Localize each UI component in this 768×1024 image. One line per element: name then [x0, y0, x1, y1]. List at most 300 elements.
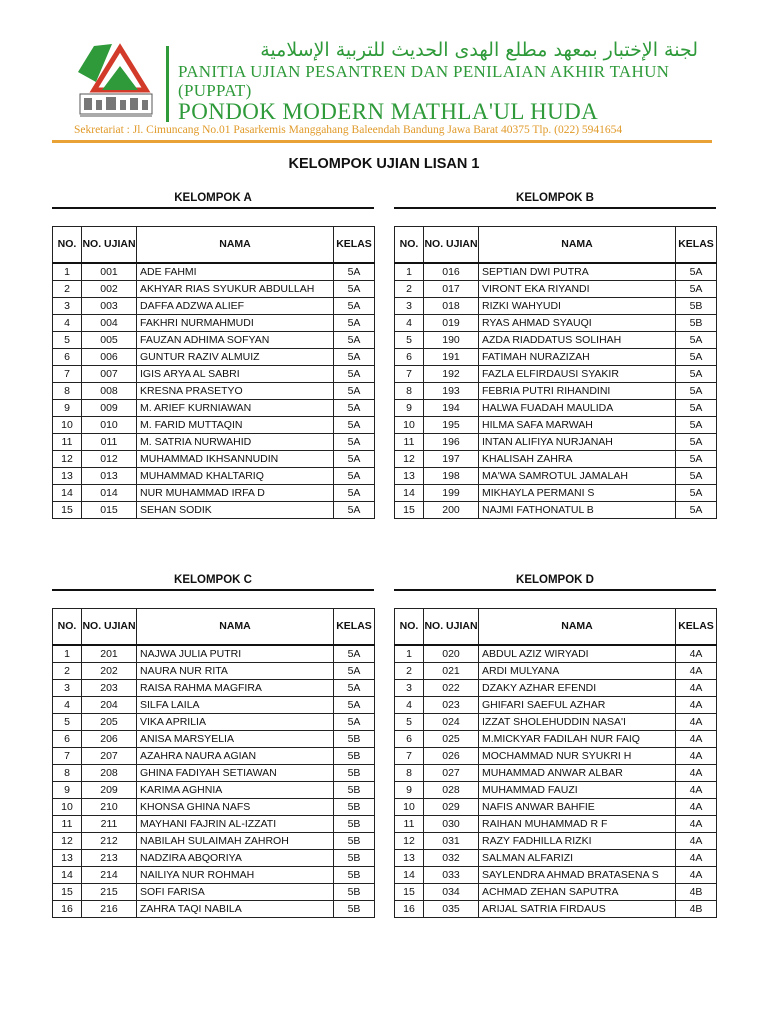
group-rule [394, 207, 716, 209]
cell-kelas: 5B [334, 884, 375, 901]
cell-kelas: 5A [334, 332, 375, 349]
cell-no-ujian: 024 [424, 714, 479, 731]
table-row [395, 901, 717, 918]
institution-logo-icon [72, 42, 160, 120]
table-row [395, 748, 717, 765]
cell-kelas: 5A [334, 315, 375, 332]
cell-nama: SEPTIAN DWI PUTRA [479, 263, 676, 281]
cell-kelas: 5B [676, 298, 717, 315]
col-header-nama: NAMA [479, 609, 676, 646]
table-row [395, 434, 717, 451]
table-row [395, 816, 717, 833]
cell-nama: FAZLA ELFIRDAUSI SYAKIR [479, 366, 676, 383]
cell-no: 11 [395, 434, 424, 451]
cell-no-ujian: 215 [82, 884, 137, 901]
cell-no-ujian: 004 [82, 315, 137, 332]
cell-no: 10 [53, 417, 82, 434]
cell-kelas: 4A [676, 663, 717, 680]
cell-no: 4 [53, 697, 82, 714]
cell-nama: ANISA MARSYELIA [137, 731, 334, 748]
cell-kelas: 5A [334, 434, 375, 451]
table-row [395, 298, 717, 315]
table-row [53, 400, 375, 417]
cell-kelas: 5B [334, 867, 375, 884]
cell-no-ujian: 007 [82, 366, 137, 383]
col-header-kelas: KELAS [334, 227, 375, 264]
cell-no: 8 [53, 383, 82, 400]
cell-no-ujian: 009 [82, 400, 137, 417]
cell-nama: SAYLENDRA AHMAD BRATASENA S [479, 867, 676, 884]
table-row [395, 731, 717, 748]
group-rule [52, 207, 374, 209]
group-rule [394, 589, 716, 591]
cell-no-ujian: 012 [82, 451, 137, 468]
cell-kelas: 5B [334, 833, 375, 850]
col-header-no-ujian: NO. UJIAN [424, 227, 479, 264]
cell-kelas: 4A [676, 799, 717, 816]
cell-no-ujian: 006 [82, 349, 137, 366]
cell-no-ujian: 003 [82, 298, 137, 315]
cell-kelas: 4A [676, 731, 717, 748]
cell-kelas: 4A [676, 867, 717, 884]
cell-no: 6 [395, 731, 424, 748]
cell-no: 12 [53, 833, 82, 850]
cell-nama: VIRONT EKA RIYANDI [479, 281, 676, 298]
cell-no-ujian: 034 [424, 884, 479, 901]
cell-nama: MIKHAYLA PERMANI S [479, 485, 676, 502]
cell-no: 1 [53, 263, 82, 281]
cell-kelas: 5A [334, 281, 375, 298]
cell-no-ujian: 017 [424, 281, 479, 298]
cell-nama: RYAS AHMAD SYAUQI [479, 315, 676, 332]
table-row [395, 263, 717, 281]
col-header-no: NO. [53, 227, 82, 264]
cell-no: 9 [395, 400, 424, 417]
table-row [395, 714, 717, 731]
cell-no-ujian: 214 [82, 867, 137, 884]
cell-no-ujian: 194 [424, 400, 479, 417]
cell-no-ujian: 199 [424, 485, 479, 502]
col-header-no-ujian: NO. UJIAN [82, 609, 137, 646]
roster-table [394, 226, 717, 519]
cell-no-ujian: 020 [424, 645, 479, 663]
cell-nama: MA'WA SAMROTUL JAMALAH [479, 468, 676, 485]
cell-no: 7 [395, 366, 424, 383]
cell-kelas: 5A [676, 417, 717, 434]
cell-kelas: 5A [334, 383, 375, 400]
cell-no-ujian: 018 [424, 298, 479, 315]
col-header-kelas: KELAS [676, 609, 717, 646]
cell-kelas: 5A [676, 502, 717, 519]
cell-no-ujian: 211 [82, 816, 137, 833]
cell-nama: FEBRIA PUTRI RIHANDINI [479, 383, 676, 400]
group-c [52, 571, 374, 918]
table-row [53, 645, 375, 663]
table-row [53, 349, 375, 366]
col-header-no: NO. [395, 609, 424, 646]
cell-no-ujian: 193 [424, 383, 479, 400]
col-header-no-ujian: NO. UJIAN [424, 609, 479, 646]
col-header-kelas: KELAS [334, 609, 375, 646]
cell-no: 14 [395, 867, 424, 884]
group-title: KELOMPOK A [174, 192, 252, 204]
cell-no: 13 [395, 850, 424, 867]
cell-nama: SEHAN SODIK [137, 502, 334, 519]
cell-kelas: 4B [676, 901, 717, 918]
cell-no-ujian: 203 [82, 680, 137, 697]
cell-no: 11 [53, 816, 82, 833]
cell-nama: ADE FAHMI [137, 263, 334, 281]
col-header-no: NO. [395, 227, 424, 264]
cell-no-ujian: 011 [82, 434, 137, 451]
page-title: KELOMPOK UJIAN LISAN 1 [288, 156, 480, 172]
col-header-nama: NAMA [479, 227, 676, 264]
table-row [53, 263, 375, 281]
group-title: KELOMPOK D [516, 574, 594, 586]
cell-no: 9 [53, 782, 82, 799]
cell-kelas: 5A [676, 349, 717, 366]
group-b [394, 189, 716, 519]
group-rule [52, 589, 374, 591]
cell-no: 15 [53, 884, 82, 901]
table-row [53, 748, 375, 765]
cell-no-ujian: 002 [82, 281, 137, 298]
cell-no: 3 [53, 680, 82, 697]
cell-kelas: 5B [334, 731, 375, 748]
cell-no-ujian: 192 [424, 366, 479, 383]
table-row [53, 816, 375, 833]
cell-kelas: 5A [676, 332, 717, 349]
table-row [395, 366, 717, 383]
cell-no: 14 [53, 867, 82, 884]
cell-nama: NUR MUHAMMAD IRFA D [137, 485, 334, 502]
cell-kelas: 5B [334, 816, 375, 833]
cell-kelas: 5A [334, 400, 375, 417]
cell-kelas: 4A [676, 765, 717, 782]
cell-kelas: 5A [334, 366, 375, 383]
table-row [53, 833, 375, 850]
cell-no-ujian: 212 [82, 833, 137, 850]
cell-no-ujian: 204 [82, 697, 137, 714]
cell-no-ujian: 195 [424, 417, 479, 434]
cell-no-ujian: 010 [82, 417, 137, 434]
cell-nama: HILMA SAFA MARWAH [479, 417, 676, 434]
cell-no-ujian: 200 [424, 502, 479, 519]
cell-kelas: 5A [676, 468, 717, 485]
table-row [53, 714, 375, 731]
table-row [395, 417, 717, 434]
table-row [395, 400, 717, 417]
table-row [395, 485, 717, 502]
cell-kelas: 5A [676, 263, 717, 281]
table-row [395, 765, 717, 782]
cell-no-ujian: 029 [424, 799, 479, 816]
cell-no: 15 [395, 502, 424, 519]
roster-table [394, 608, 717, 918]
cell-no: 5 [53, 332, 82, 349]
table-row [395, 468, 717, 485]
cell-kelas: 5B [676, 315, 717, 332]
header-row [395, 609, 717, 646]
cell-no: 13 [53, 850, 82, 867]
cell-kelas: 4A [676, 833, 717, 850]
cell-nama: NAILIYA NUR ROHMAH [137, 867, 334, 884]
cell-nama: AZDA RIADDATUS SOLIHAH [479, 332, 676, 349]
cell-kelas: 5A [334, 263, 375, 281]
col-header-no: NO. [53, 609, 82, 646]
table-row [395, 349, 717, 366]
cell-kelas: 5A [334, 298, 375, 315]
group-title: KELOMPOK C [174, 574, 252, 586]
cell-kelas: 5B [334, 850, 375, 867]
table-row [395, 383, 717, 400]
col-header-no-ujian: NO. UJIAN [82, 227, 137, 264]
cell-no-ujian: 207 [82, 748, 137, 765]
table-row [53, 434, 375, 451]
cell-kelas: 4A [676, 782, 717, 799]
cell-nama: NAFIS ANWAR BAHFIE [479, 799, 676, 816]
table-row [53, 799, 375, 816]
school-name: PONDOK MODERN MATHLA'UL HUDA [178, 99, 599, 124]
table-row [53, 468, 375, 485]
cell-no-ujian: 022 [424, 680, 479, 697]
table-row [395, 680, 717, 697]
cell-no-ujian: 206 [82, 731, 137, 748]
cell-nama: M. SATRIA NURWAHID [137, 434, 334, 451]
cell-no: 9 [53, 400, 82, 417]
cell-no: 8 [395, 383, 424, 400]
table-row [53, 281, 375, 298]
cell-nama: NAURA NUR RITA [137, 663, 334, 680]
cell-kelas: 5B [334, 901, 375, 918]
cell-no: 7 [53, 748, 82, 765]
cell-no-ujian: 213 [82, 850, 137, 867]
cell-no-ujian: 027 [424, 765, 479, 782]
cell-nama: ARIJAL SATRIA FIRDAUS [479, 901, 676, 918]
table-row [395, 697, 717, 714]
table-row [53, 782, 375, 799]
cell-no-ujian: 014 [82, 485, 137, 502]
table-row [395, 332, 717, 349]
cell-nama: DZAKY AZHAR EFENDI [479, 680, 676, 697]
cell-nama: M.MICKYAR FADILAH NUR FAIQ [479, 731, 676, 748]
cell-no: 4 [53, 315, 82, 332]
table-row [53, 680, 375, 697]
cell-nama: MUHAMMAD KHALTARIQ [137, 468, 334, 485]
cell-no: 10 [395, 799, 424, 816]
cell-nama: KHALISAH ZAHRA [479, 451, 676, 468]
cell-kelas: 4A [676, 645, 717, 663]
roster-table [52, 608, 375, 918]
cell-no: 1 [395, 263, 424, 281]
cell-no-ujian: 202 [82, 663, 137, 680]
table-row [53, 697, 375, 714]
cell-nama: ACHMAD ZEHAN SAPUTRA [479, 884, 676, 901]
committee-acronym: (PUPPAT) [178, 81, 252, 100]
cell-no: 9 [395, 782, 424, 799]
arabic-committee-name: لجنة الإختبار بمعهد مطلع الهدى الحديث للتربية الإسلامية [260, 39, 698, 61]
cell-no: 4 [395, 697, 424, 714]
group-d [394, 571, 716, 918]
cell-nama: HALWA FUADAH MAULIDA [479, 400, 676, 417]
cell-nama: IGIS ARYA AL SABRI [137, 366, 334, 383]
table-row [53, 451, 375, 468]
cell-kelas: 5A [334, 502, 375, 519]
cell-no: 10 [53, 799, 82, 816]
cell-no: 16 [395, 901, 424, 918]
cell-no: 13 [53, 468, 82, 485]
col-header-nama: NAMA [137, 227, 334, 264]
cell-nama: GHINA FADIYAH SETIAWAN [137, 765, 334, 782]
cell-kelas: 5A [334, 485, 375, 502]
cell-no: 8 [395, 765, 424, 782]
cell-kelas: 5B [334, 782, 375, 799]
table-row [53, 867, 375, 884]
cell-no-ujian: 201 [82, 645, 137, 663]
cell-nama: ABDUL AZIZ WIRYADI [479, 645, 676, 663]
cell-kelas: 5A [334, 663, 375, 680]
table-row [53, 417, 375, 434]
cell-no-ujian: 198 [424, 468, 479, 485]
group-title: KELOMPOK B [516, 192, 594, 204]
table-row [53, 663, 375, 680]
cell-no-ujian: 021 [424, 663, 479, 680]
cell-nama: SALMAN ALFARIZI [479, 850, 676, 867]
cell-no: 5 [53, 714, 82, 731]
cell-no: 2 [53, 281, 82, 298]
cell-kelas: 4A [676, 850, 717, 867]
table-row [53, 884, 375, 901]
cell-no-ujian: 013 [82, 468, 137, 485]
table-row [53, 485, 375, 502]
cell-no: 12 [395, 833, 424, 850]
cell-no-ujian: 191 [424, 349, 479, 366]
cell-nama: VIKA APRILIA [137, 714, 334, 731]
cell-no: 15 [53, 502, 82, 519]
header-row [395, 227, 717, 264]
cell-no: 3 [395, 298, 424, 315]
cell-no-ujian: 025 [424, 731, 479, 748]
roster-table [52, 226, 375, 519]
col-header-nama: NAMA [137, 609, 334, 646]
secretariat-address: Sekretariat : Jl. Cimuncang No.01 Pasarkemis Manggahang Baleendah Bandung Jawa Barat 40375 Tlp. (022) 5941654 [74, 124, 623, 136]
cell-no: 12 [53, 451, 82, 468]
table-row [395, 867, 717, 884]
cell-kelas: 5A [334, 417, 375, 434]
cell-kelas: 5A [334, 349, 375, 366]
cell-nama: NAJWA JULIA PUTRI [137, 645, 334, 663]
table-row [395, 315, 717, 332]
cell-no: 14 [395, 485, 424, 502]
cell-nama: SILFA LAILA [137, 697, 334, 714]
cell-kelas: 5A [676, 281, 717, 298]
cell-kelas: 5A [334, 645, 375, 663]
cell-no-ujian: 015 [82, 502, 137, 519]
table-row [395, 884, 717, 901]
cell-no-ujian: 001 [82, 263, 137, 281]
cell-no-ujian: 016 [424, 263, 479, 281]
cell-kelas: 5A [676, 383, 717, 400]
cell-kelas: 5A [334, 468, 375, 485]
cell-no: 6 [53, 731, 82, 748]
cell-kelas: 5A [334, 451, 375, 468]
cell-nama: MUHAMMAD IKHSANNUDIN [137, 451, 334, 468]
table-row [395, 850, 717, 867]
cell-nama: M. ARIEF KURNIAWAN [137, 400, 334, 417]
cell-no: 7 [395, 748, 424, 765]
table-row [53, 850, 375, 867]
cell-kelas: 5A [334, 680, 375, 697]
cell-nama: MUHAMMAD FAUZI [479, 782, 676, 799]
cell-no: 8 [53, 765, 82, 782]
cell-kelas: 5A [676, 485, 717, 502]
cell-no: 6 [395, 349, 424, 366]
cell-nama: ARDI MULYANA [479, 663, 676, 680]
table-row [395, 281, 717, 298]
table-row [395, 663, 717, 680]
table-row [395, 833, 717, 850]
cell-nama: MAYHANI FAJRIN AL-IZZATI [137, 816, 334, 833]
cell-no-ujian: 032 [424, 850, 479, 867]
cell-no: 16 [53, 901, 82, 918]
cell-nama: RAZY FADHILLA RIZKI [479, 833, 676, 850]
cell-nama: INTAN ALIFIYA NURJANAH [479, 434, 676, 451]
cell-no: 11 [53, 434, 82, 451]
cell-no-ujian: 197 [424, 451, 479, 468]
cell-kelas: 5A [676, 434, 717, 451]
cell-nama: GUNTUR RAZIV ALMUIZ [137, 349, 334, 366]
cell-nama: RIZKI WAHYUDI [479, 298, 676, 315]
cell-no: 6 [53, 349, 82, 366]
cell-nama: RAIHAN MUHAMMAD R F [479, 816, 676, 833]
cell-no: 2 [395, 663, 424, 680]
cell-no-ujian: 216 [82, 901, 137, 918]
cell-no: 13 [395, 468, 424, 485]
cell-no: 11 [395, 816, 424, 833]
header-row [53, 227, 375, 264]
cell-no-ujian: 035 [424, 901, 479, 918]
cell-kelas: 4A [676, 680, 717, 697]
cell-kelas: 5B [334, 765, 375, 782]
table-row [395, 451, 717, 468]
cell-nama: AKHYAR RIAS SYUKUR ABDULLAH [137, 281, 334, 298]
cell-nama: FAUZAN ADHIMA SOFYAN [137, 332, 334, 349]
cell-no: 10 [395, 417, 424, 434]
cell-no-ujian: 023 [424, 697, 479, 714]
letterhead-rule [52, 140, 712, 143]
table-row [395, 645, 717, 663]
table-row [395, 502, 717, 519]
header-row [53, 609, 375, 646]
cell-nama: GHIFARI SAEFUL AZHAR [479, 697, 676, 714]
cell-no: 5 [395, 714, 424, 731]
cell-nama: IZZAT SHOLEHUDDIN NASA'I [479, 714, 676, 731]
cell-kelas: 5A [676, 451, 717, 468]
cell-nama: NADZIRA ABQORIYA [137, 850, 334, 867]
col-header-kelas: KELAS [676, 227, 717, 264]
committee-name: PANITIA UJIAN PESANTREN DAN PENILAIAN AKHIR TAHUN [178, 62, 670, 81]
cell-no: 12 [395, 451, 424, 468]
table-row [53, 332, 375, 349]
cell-kelas: 4A [676, 748, 717, 765]
cell-kelas: 5A [334, 714, 375, 731]
cell-no-ujian: 031 [424, 833, 479, 850]
cell-nama: ZAHRA TAQI NABILA [137, 901, 334, 918]
cell-no: 15 [395, 884, 424, 901]
cell-kelas: 5A [676, 400, 717, 417]
cell-nama: FATIMAH NURAZIZAH [479, 349, 676, 366]
cell-nama: DAFFA ADZWA ALIEF [137, 298, 334, 315]
